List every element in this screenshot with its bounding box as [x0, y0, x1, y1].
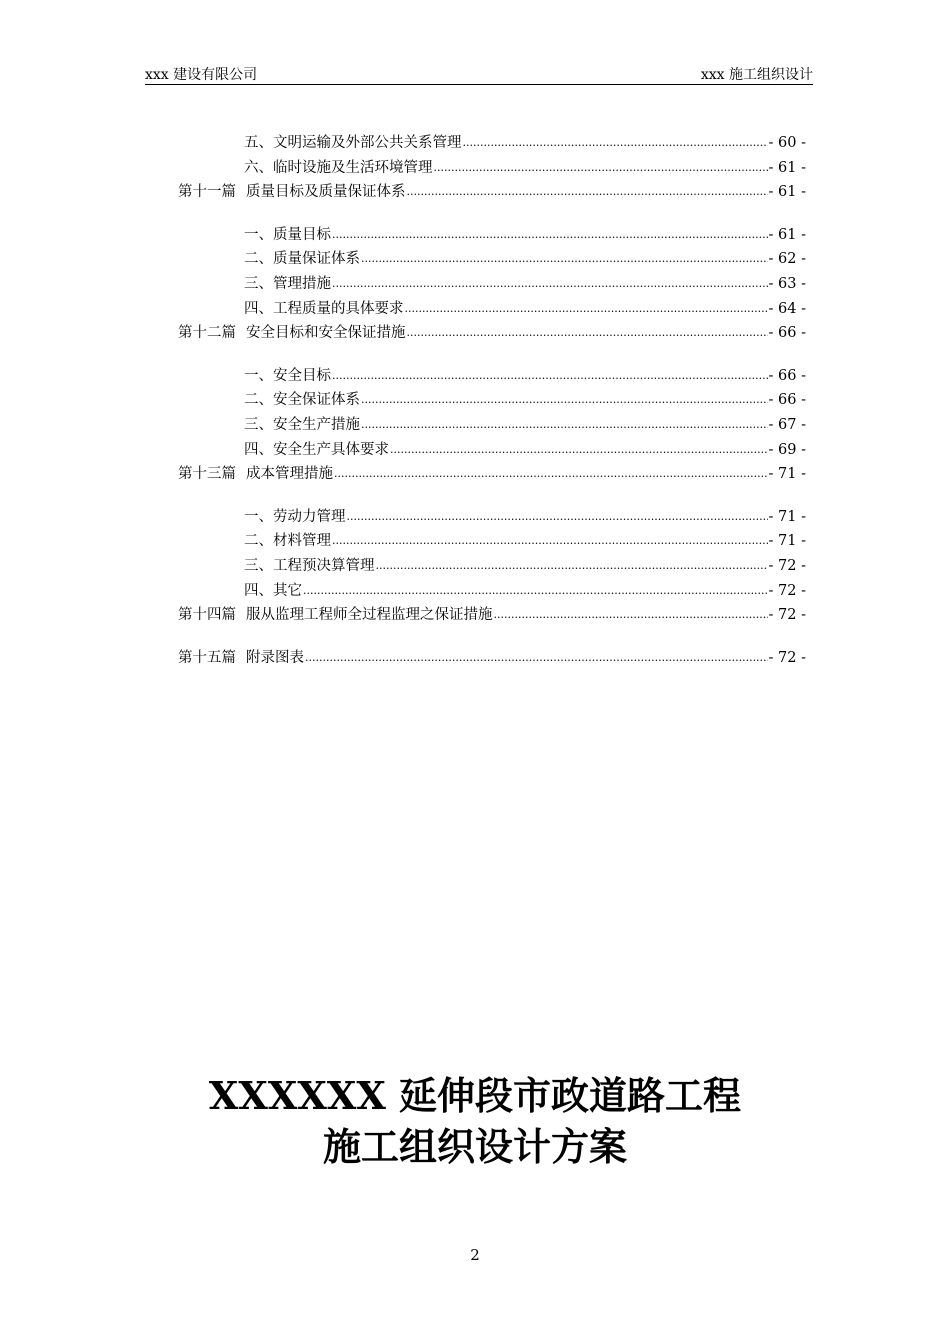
- toc-entry-page: - 61 -: [768, 226, 806, 243]
- toc-entry-page: - 69 -: [768, 441, 806, 458]
- toc-entry-title: 材料管理: [273, 533, 331, 550]
- toc-entry-page: - 63 -: [768, 275, 806, 292]
- toc-entry-number: 一、: [244, 508, 273, 525]
- toc-leader-dots: [463, 131, 768, 156]
- toc-entry[interactable]: [178, 579, 806, 604]
- toc-leader-dots: [303, 579, 768, 604]
- toc-leader-dots: [390, 438, 768, 463]
- toc-leader-dots: [376, 554, 768, 579]
- toc-entry-title: 质量保证体系: [273, 251, 360, 268]
- toc-entry-number: 四、: [244, 582, 273, 599]
- toc-entry-title: 成本管理措施: [246, 466, 333, 483]
- toc-leader-dots: [407, 180, 768, 205]
- toc-entry[interactable]: [178, 554, 806, 579]
- toc-entry-page: - 64 -: [768, 300, 806, 317]
- toc-entry[interactable]: [178, 131, 806, 156]
- toc-entry[interactable]: [178, 388, 806, 413]
- toc-entry-number: 二、: [244, 533, 273, 550]
- toc-entry-number: 五、: [244, 135, 273, 151]
- toc-entry-title: 工程预决算管理: [273, 557, 375, 574]
- toc-leader-dots: [347, 505, 768, 530]
- toc-entry[interactable]: [178, 438, 806, 463]
- table-of-contents: [178, 131, 806, 670]
- toc-leader-dots: [361, 247, 768, 272]
- toc-entry-title: 安全目标和安全保证措施: [246, 325, 406, 342]
- toc-entry-title: 临时设施及生活环境管理: [273, 159, 433, 176]
- toc-entry[interactable]: [178, 272, 806, 297]
- toc-entry-page: - 71 -: [768, 533, 806, 550]
- toc-entry[interactable]: [178, 603, 806, 628]
- toc-entry-title: 其它: [273, 582, 302, 599]
- toc-entry-number: 第十一篇: [178, 184, 236, 201]
- toc-entry-number: 六、: [244, 159, 273, 176]
- toc-entry[interactable]: [178, 646, 806, 671]
- toc-entry-number: 第十三篇: [178, 466, 236, 483]
- toc-entry-title: 安全生产措施: [273, 416, 360, 433]
- toc-entry-title: 质量目标: [273, 226, 331, 243]
- toc-entry-number: 一、: [244, 367, 273, 384]
- toc-entry-page: - 71 -: [768, 508, 806, 525]
- toc-entry-title: 服从监理工程师全过程监理之保证措施: [246, 607, 493, 624]
- toc-entry-page: - 72 -: [768, 649, 806, 666]
- toc-entry-title: 工程质量的具体要求: [273, 300, 404, 317]
- toc-entry-page: - 71 -: [768, 466, 806, 483]
- toc-entry-number: 第十五篇: [178, 649, 236, 666]
- toc-entry-number: 二、: [244, 392, 273, 409]
- toc-entry-title: 安全保证体系: [273, 392, 360, 409]
- header-company: xxx 建设有限公司: [145, 67, 258, 83]
- toc-entry-number: 四、: [244, 300, 273, 317]
- toc-leader-dots: [332, 364, 768, 389]
- toc-leader-dots: [434, 156, 768, 181]
- toc-entry-title: 安全生产具体要求: [273, 441, 389, 458]
- toc-leader-dots: [494, 603, 768, 628]
- toc-entry-page: - 72 -: [768, 607, 806, 624]
- page-header: [145, 66, 813, 85]
- toc-entry-page: - 66 -: [768, 325, 806, 342]
- toc-entry-number: 二、: [244, 251, 273, 268]
- toc-leader-dots: [305, 646, 768, 671]
- toc-entry-number: 三、: [244, 416, 273, 433]
- toc-leader-dots: [361, 413, 768, 438]
- toc-entry[interactable]: [178, 156, 806, 181]
- toc-entry-number: 三、: [244, 275, 273, 292]
- toc-entry-number: 一、: [244, 226, 273, 243]
- toc-entry-page: - 72 -: [768, 582, 806, 599]
- toc-entry-title: 文明运输及外部公共关系管理: [273, 135, 462, 151]
- toc-entry-number: 三、: [244, 557, 273, 574]
- toc-entry-page: - 61 -: [768, 159, 806, 176]
- toc-entry-title: 安全目标: [273, 367, 331, 384]
- toc-entry-number: 第十二篇: [178, 325, 236, 342]
- document-title-line1: XXXXXX 延伸段市政道路工程: [208, 1073, 742, 1118]
- toc-leader-dots: [332, 272, 768, 297]
- toc-entry[interactable]: [178, 529, 806, 554]
- toc-leader-dots: [361, 388, 768, 413]
- toc-entry-page: - 66 -: [768, 367, 806, 384]
- toc-leader-dots: [407, 321, 768, 346]
- toc-entry-title: 附录图表: [246, 649, 304, 666]
- toc-entry-page: - 61 -: [768, 184, 806, 201]
- toc-entry[interactable]: [178, 462, 806, 487]
- toc-entry-number: 第十四篇: [178, 607, 236, 624]
- toc-leader-dots: [405, 297, 768, 322]
- toc-entry[interactable]: [178, 321, 806, 346]
- toc-leader-dots: [332, 223, 768, 248]
- toc-entry[interactable]: [178, 297, 806, 322]
- toc-entry-number: 四、: [244, 441, 273, 458]
- toc-entry[interactable]: [178, 180, 806, 205]
- toc-leader-dots: [332, 529, 768, 554]
- toc-entry[interactable]: [178, 505, 806, 530]
- toc-entry-page: - 67 -: [768, 416, 806, 433]
- toc-entry[interactable]: [178, 223, 806, 248]
- page-number: 2: [470, 1246, 480, 1264]
- toc-entry-page: - 72 -: [768, 557, 806, 574]
- toc-entry-page: - 60 -: [768, 135, 806, 151]
- toc-entry-title: 质量目标及质量保证体系: [246, 184, 406, 201]
- toc-entry[interactable]: [178, 364, 806, 389]
- toc-entry-page: - 66 -: [768, 392, 806, 409]
- toc-entry-page: - 62 -: [768, 251, 806, 268]
- toc-leader-dots: [334, 462, 768, 487]
- document-title-line2: 施工组织设计方案: [322, 1124, 627, 1169]
- header-doc-title: xxx 施工组织设计: [700, 67, 813, 83]
- toc-entry[interactable]: [178, 413, 806, 438]
- toc-entry-title: 劳动力管理: [273, 508, 346, 525]
- toc-entry[interactable]: [178, 247, 806, 272]
- toc-entry-title: 管理措施: [273, 275, 331, 292]
